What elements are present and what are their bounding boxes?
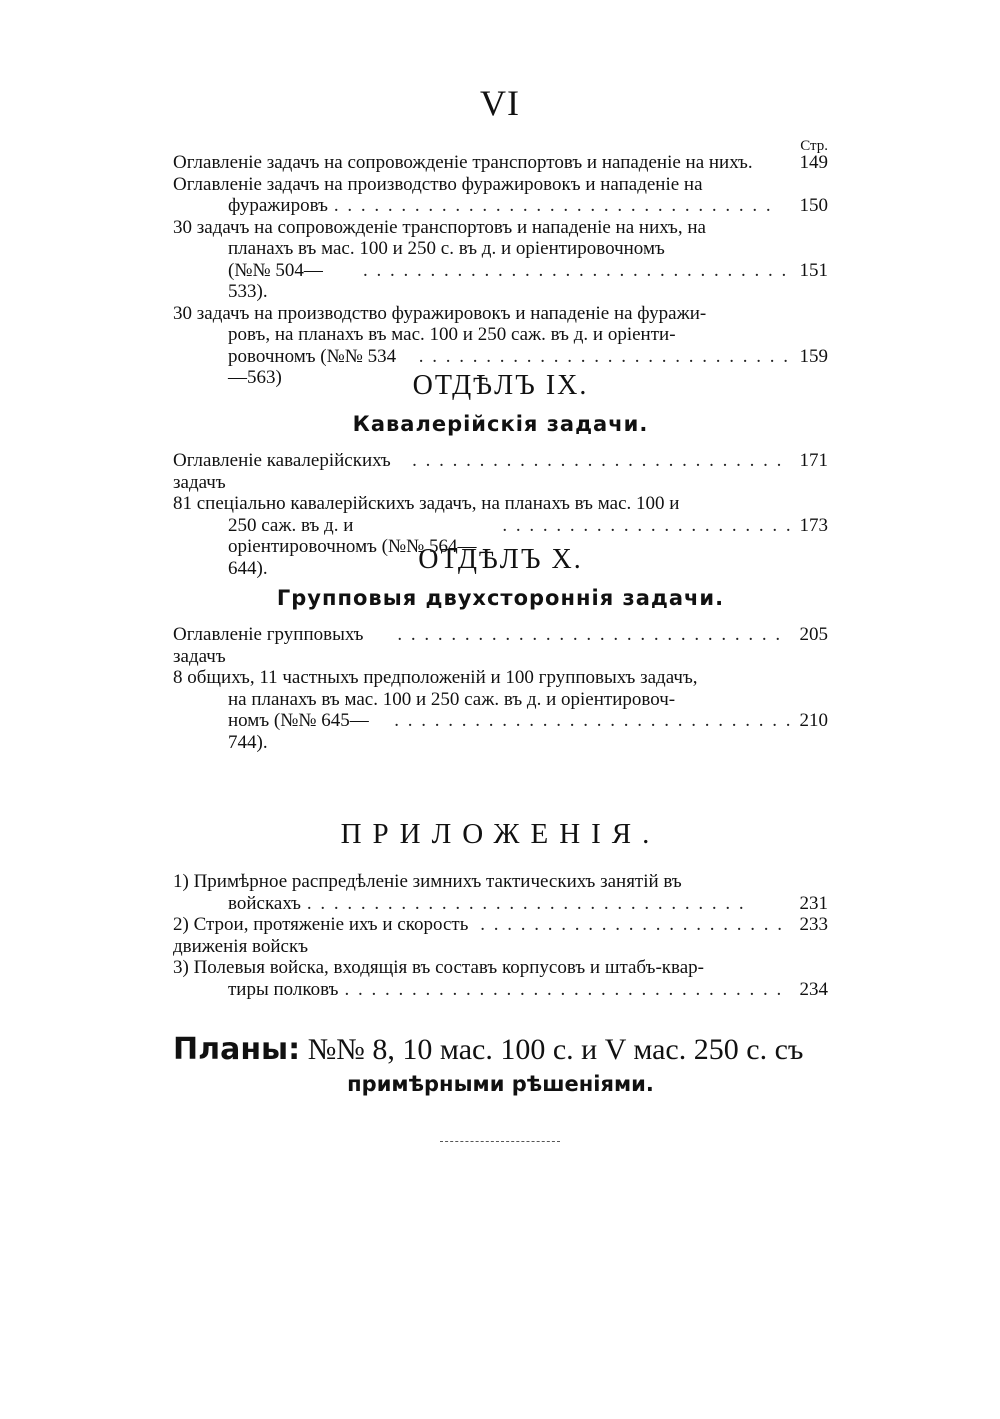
section-10 bbox=[173, 544, 828, 753]
appendix-title: ПРИЛОЖЕНІЯ. bbox=[340, 818, 661, 850]
toc-entry-page: 210 bbox=[799, 710, 828, 731]
section-subtitle: Групповыя двухстороннія задачи. bbox=[276, 586, 725, 610]
toc-entry-text: ровочномъ (№№ 534—563) bbox=[228, 345, 397, 388]
page-number: VI bbox=[480, 83, 520, 123]
leader-dots bbox=[391, 624, 790, 646]
toc-entry[interactable] bbox=[173, 957, 828, 1000]
toc-entry-page: 159 bbox=[799, 345, 828, 367]
leader-dots bbox=[413, 346, 790, 368]
section-subtitle: Кавалерійскія задачи. bbox=[352, 412, 649, 436]
toc-entry[interactable] bbox=[173, 914, 828, 957]
toc-entry[interactable] bbox=[173, 667, 828, 753]
appendix-section bbox=[173, 818, 828, 1000]
toc-entry-page: 173 bbox=[799, 514, 828, 536]
toc-entry-page: 231 bbox=[799, 892, 828, 914]
toc-entry-text: 250 саж. въ д. и оріентировочномъ (№№ 564—644). bbox=[228, 514, 477, 579]
intro-toc bbox=[173, 152, 828, 389]
toc-entry-text: Оглавленіе групповыхъ задачъ bbox=[173, 624, 364, 667]
toc-entry-page: 149 bbox=[799, 152, 828, 173]
toc-entry-text: 30 задачъ на производство фуражировокъ и нападеніе на фуражи- bbox=[173, 302, 707, 324]
toc-entry-text: войскахъ bbox=[228, 892, 301, 914]
toc-entry-page: 150 bbox=[799, 195, 828, 216]
plans-text: №№ 8, 10 мас. 100 с. и V мас. 250 с. съ bbox=[307, 1033, 804, 1066]
plans-line bbox=[173, 1034, 828, 1066]
toc-entry-page: 233 bbox=[799, 914, 828, 935]
toc-entry-text: 8 общихъ, 11 частныхъ предположеній и 100 групповыхъ задачъ, bbox=[173, 667, 698, 688]
toc-entry-text: 1) Примѣрное распредѣленіе зимнихъ тактическихъ занятій въ bbox=[173, 871, 682, 892]
toc-entry-page: 151 bbox=[799, 259, 828, 281]
toc-entry-text: ровъ, на планахъ въ мас. 100 и 250 саж. въ д. и оріенти- bbox=[228, 324, 676, 345]
page-column-label: Стр. bbox=[800, 138, 828, 154]
plans-note bbox=[173, 1034, 828, 1100]
leader-dots bbox=[474, 914, 790, 936]
toc-entry-page: 171 bbox=[799, 450, 828, 471]
leader-dots bbox=[406, 450, 790, 472]
toc-entry-text: 81 спеціально кавалерійскихъ задачъ, на планахъ въ мас. 100 и bbox=[173, 493, 680, 514]
leader-dots bbox=[496, 515, 790, 537]
toc-entry-text: (№№ 504—533). bbox=[228, 259, 323, 302]
toc-entry-text: Оглавленіе кавалерійскихъ задачъ bbox=[173, 450, 391, 493]
toc-entry-text: 30 задачъ на сопровожденіе транспортовъ и нападеніе на нихъ, на bbox=[173, 216, 706, 238]
leader-dots bbox=[328, 195, 790, 217]
toc-entry-text: Оглавленіе задачъ на сопровожденіе транспортовъ и нападеніе на нихъ. bbox=[173, 152, 753, 173]
toc-entry-text: планахъ въ мас. 100 и 250 с. въ д. и оріентировочномъ bbox=[228, 238, 665, 259]
toc-entry-page: 234 bbox=[799, 978, 828, 1000]
toc-entry-text: 3) Полевыя войска, входящія въ составъ корпусовъ и штабъ-квар- bbox=[173, 957, 704, 978]
plans-subtext: примѣрными рѣшеніями. bbox=[347, 1072, 654, 1096]
leader-dots bbox=[301, 893, 790, 915]
toc-entry[interactable] bbox=[173, 174, 828, 217]
toc-entry-text: Оглавленіе задачъ на производство фуражировокъ и нападеніе на bbox=[173, 173, 703, 195]
leader-dots bbox=[388, 710, 790, 732]
toc-entry[interactable] bbox=[173, 871, 828, 914]
section-title: ОТДѢЛЪ IX. bbox=[412, 370, 589, 401]
plans-label: Планы: bbox=[173, 1032, 301, 1067]
toc-entry[interactable] bbox=[173, 217, 828, 303]
toc-entry-text: на планахъ въ мас. 100 и 250 саж. въ д. и оріентировоч- bbox=[228, 688, 676, 710]
closing-rule bbox=[440, 1141, 560, 1142]
leader-dots bbox=[357, 260, 790, 282]
toc-entry-text: фуражировъ bbox=[228, 195, 328, 216]
toc-entry-text: тиры полковъ bbox=[228, 978, 339, 1000]
toc-entry[interactable] bbox=[173, 152, 828, 174]
toc-entry-text: номъ (№№ 645—744). bbox=[228, 710, 369, 753]
toc-entry-page: 205 bbox=[799, 624, 828, 645]
section-title: ОТДѢЛЪ X. bbox=[418, 544, 583, 575]
leader-dots bbox=[338, 979, 790, 1001]
toc-entry-text: 2) Строи, протяженіе ихъ и скорость движенія войскъ bbox=[173, 914, 469, 957]
toc-entry[interactable] bbox=[173, 624, 828, 667]
toc-entry[interactable] bbox=[173, 450, 828, 493]
